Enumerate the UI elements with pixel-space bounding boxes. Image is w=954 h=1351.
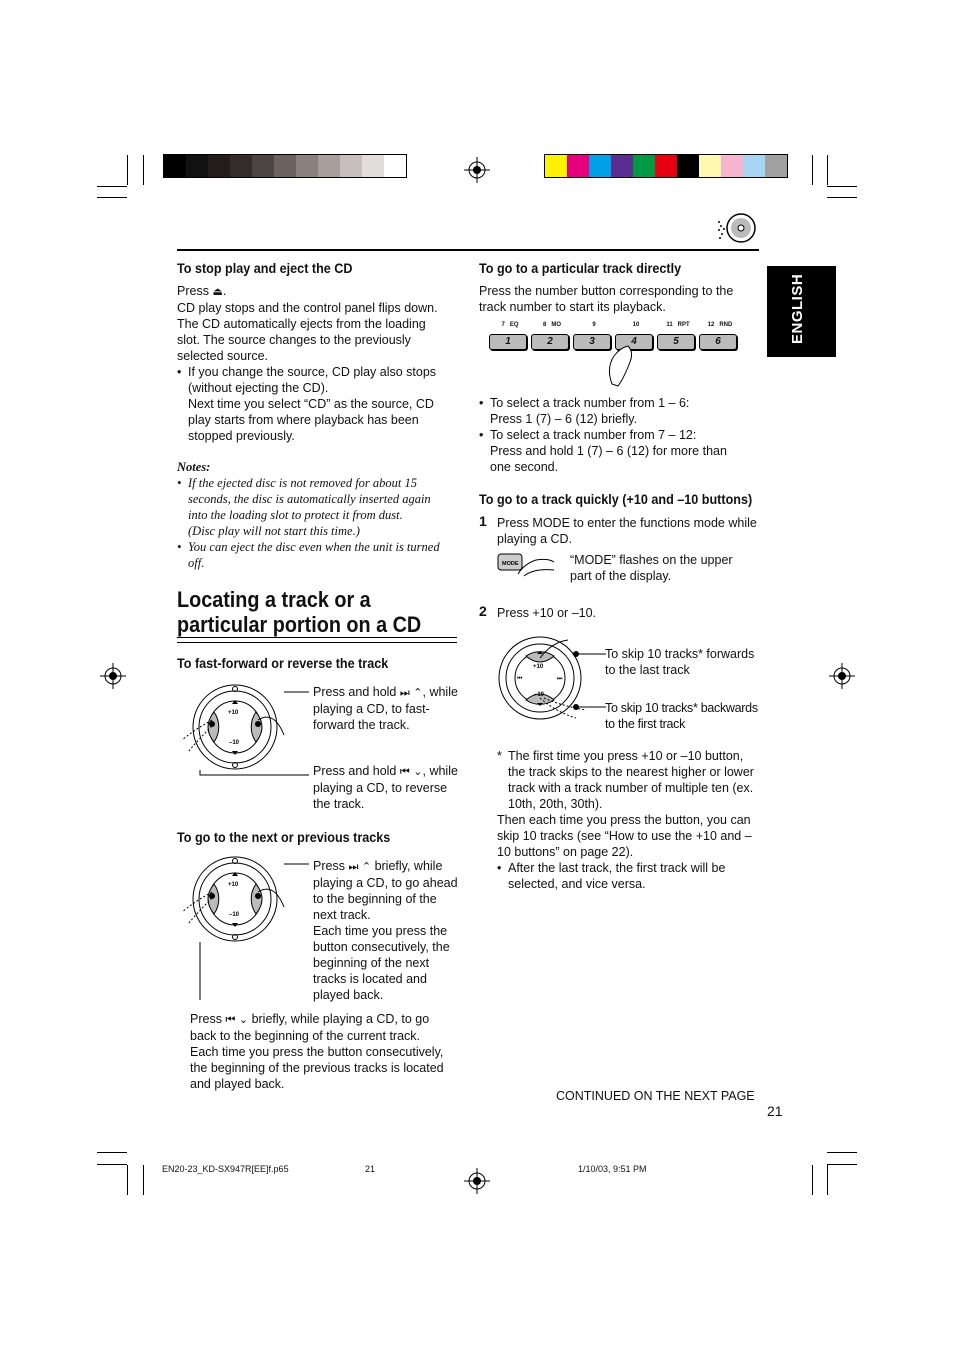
svg-text:–10: –10 bbox=[229, 740, 240, 746]
chevron-down-icon: ⌄ bbox=[235, 1013, 252, 1026]
stop-press: Press bbox=[177, 284, 209, 298]
step-2-number: 2 bbox=[479, 603, 487, 619]
quick-heading: To go to a track quickly (+10 and –10 buttons) bbox=[479, 491, 753, 507]
stop-bullet-1: • If you change the source, CD play also stops (without ejecting the CD). bbox=[177, 364, 449, 396]
note-2: • You can eject the disc even when the unit is turned off. bbox=[177, 539, 449, 571]
grayscale-calibration-bar bbox=[163, 154, 407, 178]
next-track-icon: ⏭ bbox=[399, 686, 410, 699]
direct-b2: • To select a track number from 7 – 12: bbox=[479, 427, 749, 443]
control-dial-ff-illustration bbox=[174, 680, 314, 780]
gray-swatch bbox=[252, 155, 274, 177]
stop-heading: To stop play and eject the CD bbox=[177, 260, 353, 276]
number-key: 6 bbox=[699, 334, 737, 350]
stop-p1: CD play stops and the control panel flips down. The CD automatically ejects from the loading slot. The source changes to the previously selected source. bbox=[177, 301, 438, 363]
step-1-number: 1 bbox=[479, 513, 487, 529]
footer-page: 21 bbox=[365, 1164, 376, 1174]
color-swatch bbox=[677, 155, 699, 177]
svg-text:+10: +10 bbox=[533, 664, 544, 670]
section-title-line-1: Locating a track or a bbox=[177, 587, 371, 612]
notes-label: Notes: bbox=[177, 460, 211, 474]
skip-backward-text: To skip 10 tracks* backwards to the first track bbox=[605, 701, 758, 731]
notes-block bbox=[177, 459, 449, 571]
chevron-up-icon: ⌃ bbox=[409, 686, 423, 699]
ff-heading: To fast-forward or reverse the track bbox=[177, 655, 389, 671]
next-t1c: Each time you press the button consecutively, the beginning of the next tracks is located and played back. bbox=[313, 924, 450, 1002]
chevron-down-icon: ⌄ bbox=[409, 765, 423, 778]
color-swatch bbox=[545, 155, 567, 177]
gray-swatch bbox=[296, 155, 318, 177]
gray-swatch bbox=[186, 155, 208, 177]
number-key: 3 bbox=[573, 334, 611, 350]
number-key-caption: 8 MO bbox=[542, 322, 561, 328]
number-key-caption: 7 EQ bbox=[501, 322, 519, 328]
color-calibration-bar bbox=[544, 154, 788, 178]
gray-swatch bbox=[318, 155, 340, 177]
number-key-caption: 12 RND bbox=[707, 322, 733, 328]
svg-text:+10: +10 bbox=[228, 710, 239, 716]
number-key: 1 bbox=[489, 334, 527, 350]
next-t1b: briefly, while playing a CD, to go ahead to the beginning of the next track. bbox=[313, 859, 458, 922]
previous-track-icon: ⏮ bbox=[225, 1013, 236, 1026]
direct-heading: To go to a particular track directly bbox=[479, 260, 682, 276]
color-swatch bbox=[633, 155, 655, 177]
quick-p2: Then each time you press the button, you can skip 10 tracks (see “How to use the +10 and –10 buttons” on page 22). bbox=[497, 813, 752, 859]
language-tab bbox=[767, 266, 836, 357]
next-text-1 bbox=[313, 858, 458, 1003]
gray-swatch bbox=[362, 155, 384, 177]
stop-body: Press ⏏. CD play stops and the control panel flips down. The CD automatically ejects from the loading slot. The source changes to the previously selected source. • If you change the source, CD play also stops (without ejecting the CD). Next time you select “CD” as the source, CD play starts from where playback has been stopped previously. bbox=[177, 283, 449, 444]
star-note: * The first time you press +10 or –10 button, the track skips to the nearest higher or lower track with a track number of multiple ten (ex. 10th, 20th, 30th). bbox=[497, 748, 759, 812]
svg-text:–10: –10 bbox=[534, 692, 545, 698]
color-swatch bbox=[699, 155, 721, 177]
next-track-icon: ⏭ bbox=[348, 860, 359, 873]
mode-key-label: MODE bbox=[502, 561, 519, 567]
number-keys-illustration bbox=[489, 322, 741, 384]
footer-file: EN20-23_KD-SX947R[EE]f.p65 bbox=[162, 1164, 289, 1174]
next-t2a: Press bbox=[190, 1012, 222, 1026]
mode-button-illustration bbox=[494, 548, 556, 578]
number-key: 5 bbox=[657, 334, 695, 350]
quick-notes bbox=[497, 748, 759, 892]
gray-swatch bbox=[274, 155, 296, 177]
ff-text-2 bbox=[313, 763, 458, 812]
stop-bullet-1b: Next time you select “CD” as the source, CD play starts from where playback has been stopped previously. bbox=[188, 397, 434, 443]
direct-b1: • To select a track number from 1 – 6: bbox=[479, 395, 749, 411]
step-2-text: Press +10 or –10. bbox=[497, 606, 597, 620]
step-1-text: Press MODE to enter the functions mode while playing a CD. bbox=[497, 516, 757, 546]
direct-b1b: Press 1 (7) – 6 (12) briefly. bbox=[490, 412, 638, 426]
continued-text: CONTINUED ON THE NEXT PAGE bbox=[556, 1089, 755, 1103]
control-dial-skip-illustration bbox=[496, 632, 606, 722]
direct-p1: Press the number button corresponding to the track number to start its playback. bbox=[479, 284, 734, 314]
gray-swatch bbox=[384, 155, 406, 177]
skip-forward-text: To skip 10 tracks* forwards to the last track bbox=[605, 647, 755, 677]
previous-track-icon: ⏮ bbox=[399, 765, 410, 778]
ff-t2a: Press and hold bbox=[313, 764, 397, 778]
section-title-line-2: particular portion on a CD bbox=[177, 612, 422, 637]
svg-text:⏮: ⏮ bbox=[517, 675, 523, 682]
gray-swatch bbox=[164, 155, 186, 177]
ff-t1b: , while playing a CD, to fast-forward the track. bbox=[313, 685, 458, 732]
direct-bullets bbox=[479, 395, 749, 475]
quick-b3: • After the last track, the first track will be selected, and vice versa. bbox=[497, 860, 759, 892]
top-rule bbox=[177, 249, 759, 251]
registration-target-icon bbox=[464, 1168, 490, 1194]
chevron-up-icon: ⌃ bbox=[358, 860, 375, 873]
footer-timestamp: 1/10/03, 9:51 PM bbox=[578, 1164, 647, 1174]
note-1b: (Disc play will not start this time.) bbox=[188, 524, 360, 538]
registration-target-icon bbox=[100, 663, 126, 689]
note-1: • If the ejected disc is not removed for about 15 seconds, the disc is automatically inserted again into the loading slot to protect it from dust. bbox=[177, 475, 449, 523]
control-dial-next-illustration bbox=[174, 852, 314, 1002]
color-swatch bbox=[765, 155, 787, 177]
section-title-rule bbox=[177, 637, 457, 643]
language-tab-label: ENGLISH bbox=[789, 273, 806, 344]
eject-icon: ⏏ bbox=[212, 285, 223, 298]
color-swatch bbox=[743, 155, 765, 177]
color-swatch bbox=[611, 155, 633, 177]
gray-swatch bbox=[340, 155, 362, 177]
number-key: 4 bbox=[615, 334, 653, 350]
gray-swatch bbox=[230, 155, 252, 177]
color-swatch bbox=[655, 155, 677, 177]
next-t2b: briefly, while playing a CD, to go back to the beginning of the current track. bbox=[190, 1012, 430, 1043]
svg-text:⏭: ⏭ bbox=[557, 675, 563, 682]
mode-note: “MODE” flashes on the upper part of the display. bbox=[570, 553, 733, 583]
page-number: 21 bbox=[767, 1103, 783, 1119]
next-text-2 bbox=[190, 1011, 458, 1092]
ff-text-1 bbox=[313, 684, 458, 733]
cd-disc-icon bbox=[715, 212, 757, 246]
number-key-caption: 10 bbox=[632, 322, 640, 328]
direct-b2b: Press and hold 1 (7) – 6 (12) for more than one second. bbox=[490, 444, 727, 474]
registration-target-icon bbox=[464, 157, 490, 183]
svg-text:–10: –10 bbox=[229, 912, 240, 918]
svg-text:+10: +10 bbox=[228, 882, 239, 888]
number-key: 2 bbox=[531, 334, 569, 350]
next-t2c: Each time you press the button consecutively, the beginning of the previous tracks is located and played back. bbox=[190, 1045, 444, 1091]
gray-swatch bbox=[208, 155, 230, 177]
color-swatch bbox=[567, 155, 589, 177]
number-key-caption: 9 bbox=[592, 322, 596, 328]
color-swatch bbox=[721, 155, 743, 177]
next-t1a: Press bbox=[313, 859, 345, 873]
ff-t1a: Press and hold bbox=[313, 685, 397, 699]
number-key-caption: 11 RPT bbox=[666, 322, 690, 328]
registration-target-icon bbox=[829, 663, 855, 689]
next-heading: To go to the next or previous tracks bbox=[177, 829, 391, 845]
color-swatch bbox=[589, 155, 611, 177]
ff-t2b: , while playing a CD, to reverse the track. bbox=[313, 764, 458, 811]
